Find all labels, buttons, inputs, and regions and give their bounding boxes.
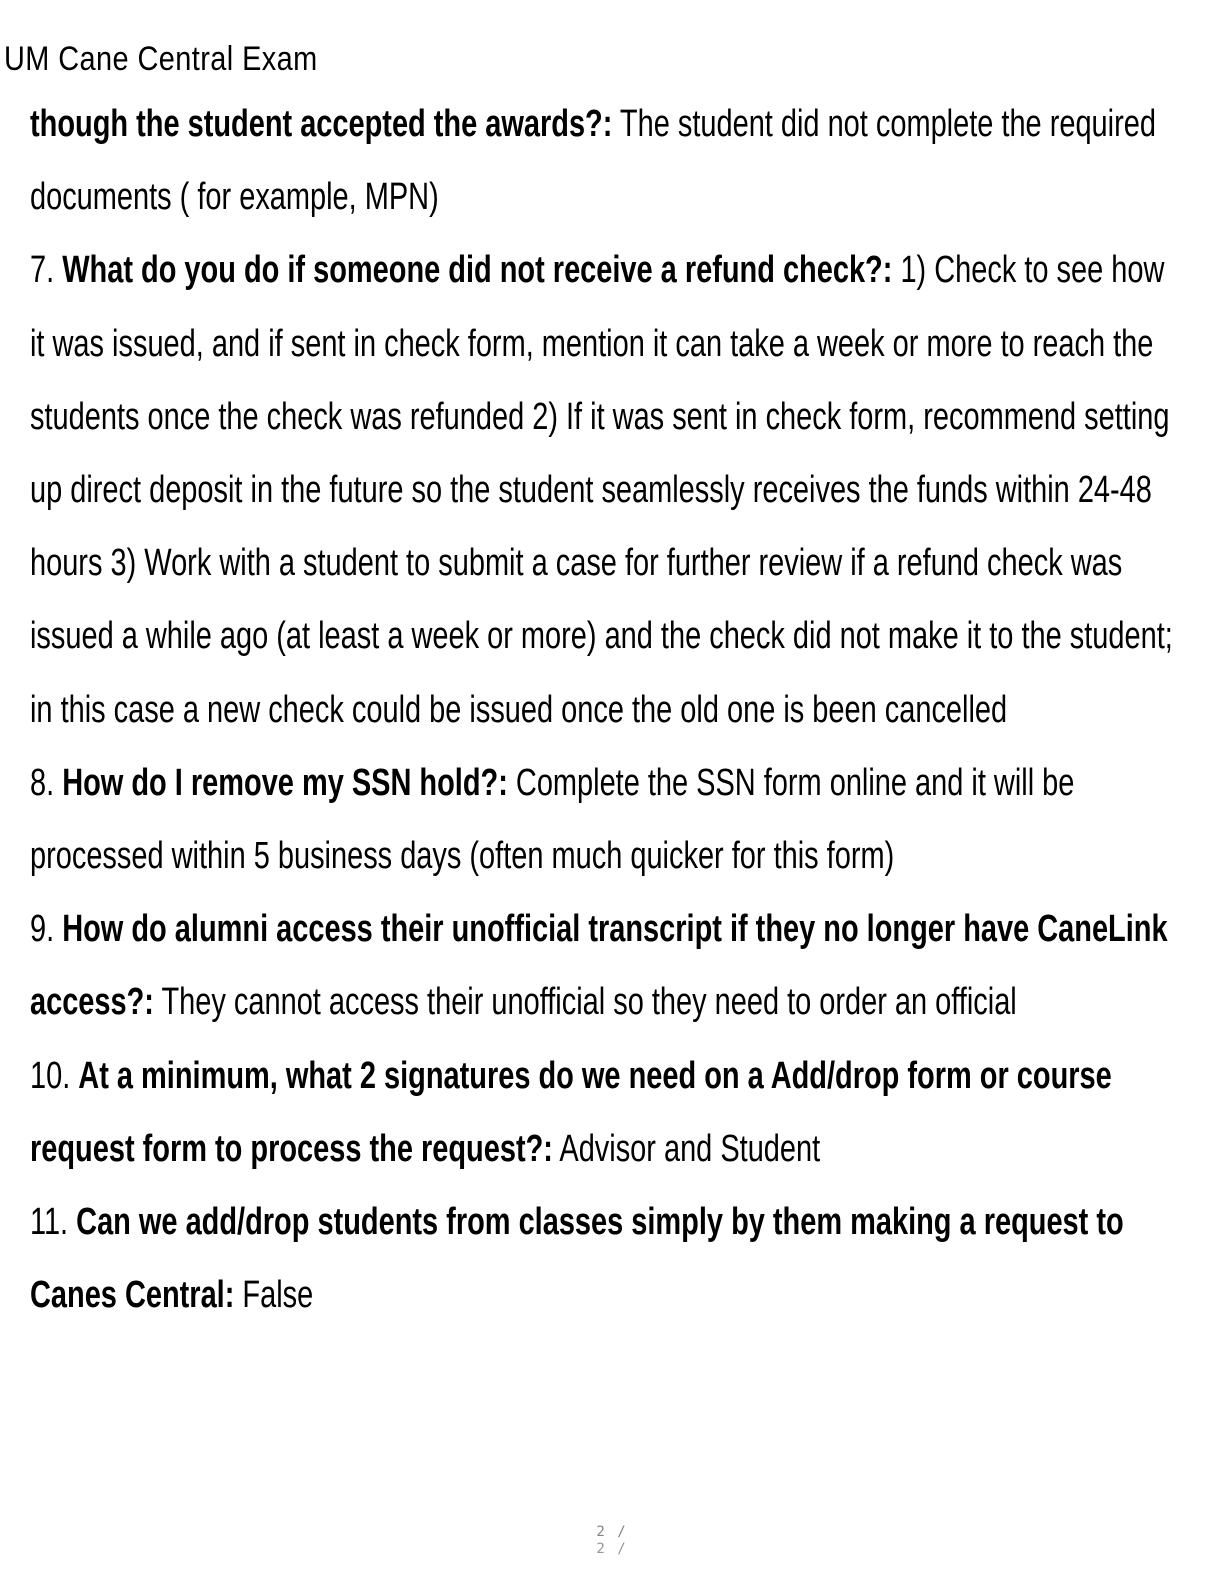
question-text: How do I remove my SSN hold?: bbox=[62, 761, 508, 804]
answer-text: 1) Check to see how it was issued, and if sent in check form, mention it can take a week or more to reach the students once the check was refunded 2) If it was sent in check form, recommend setting up direct deposit in the future so the student seamlessly receives the funds within 24-48 hours 3) Work with a student to submit a case for further review if a refund check was issued a while ago (at least a week or more) and the check did not make it to the student; in this case a new check could be issued once the old one is been cancelled bbox=[30, 249, 1173, 731]
question-number: 8. bbox=[30, 761, 55, 804]
qa-item-continuation bbox=[30, 88, 1177, 234]
qa-item-7 bbox=[30, 234, 1177, 746]
document-title: UM Cane Central Exam bbox=[4, 40, 318, 78]
question-text: At a minimum, what 2 signatures do we need on a Add/drop form or course request form to process the request?: bbox=[30, 1054, 1112, 1170]
question-text: What do you do if someone did not receive a refund check?: bbox=[62, 249, 893, 292]
question-text: though the student accepted the awards?: bbox=[30, 103, 613, 145]
document-body bbox=[30, 88, 1177, 1332]
qa-item-11 bbox=[30, 1186, 1177, 1332]
page-number-partial-clipped: 2 / bbox=[596, 1541, 628, 1557]
answer-text: Complete the SSN form online and it will be processed within 5 business days (often much quicker for this form) bbox=[30, 761, 1075, 878]
question-number: 11. bbox=[30, 1201, 69, 1244]
qa-item-9 bbox=[30, 893, 1177, 1039]
question-text: How do alumni access their unofficial transcript if they no longer have CaneLink access?: bbox=[30, 908, 1168, 1024]
page-footer bbox=[0, 1524, 1224, 1557]
question-number: 7. bbox=[30, 249, 55, 292]
qa-item-10 bbox=[30, 1040, 1177, 1186]
question-text: Can we add/drop students from classes simply by them making a request to Canes Central: bbox=[30, 1201, 1124, 1317]
qa-item-8 bbox=[30, 747, 1177, 893]
answer-text: Advisor and Student bbox=[559, 1127, 821, 1170]
answer-text: False bbox=[242, 1274, 314, 1317]
answer-text: They cannot access their unofficial so they need to order an official bbox=[161, 981, 1017, 1024]
page-number: 2 / bbox=[596, 1524, 628, 1540]
answer-text: The student did not complete the required documents ( for example, MPN) bbox=[30, 103, 1156, 219]
question-number: 10. bbox=[30, 1054, 71, 1097]
question-number: 9. bbox=[30, 908, 55, 951]
